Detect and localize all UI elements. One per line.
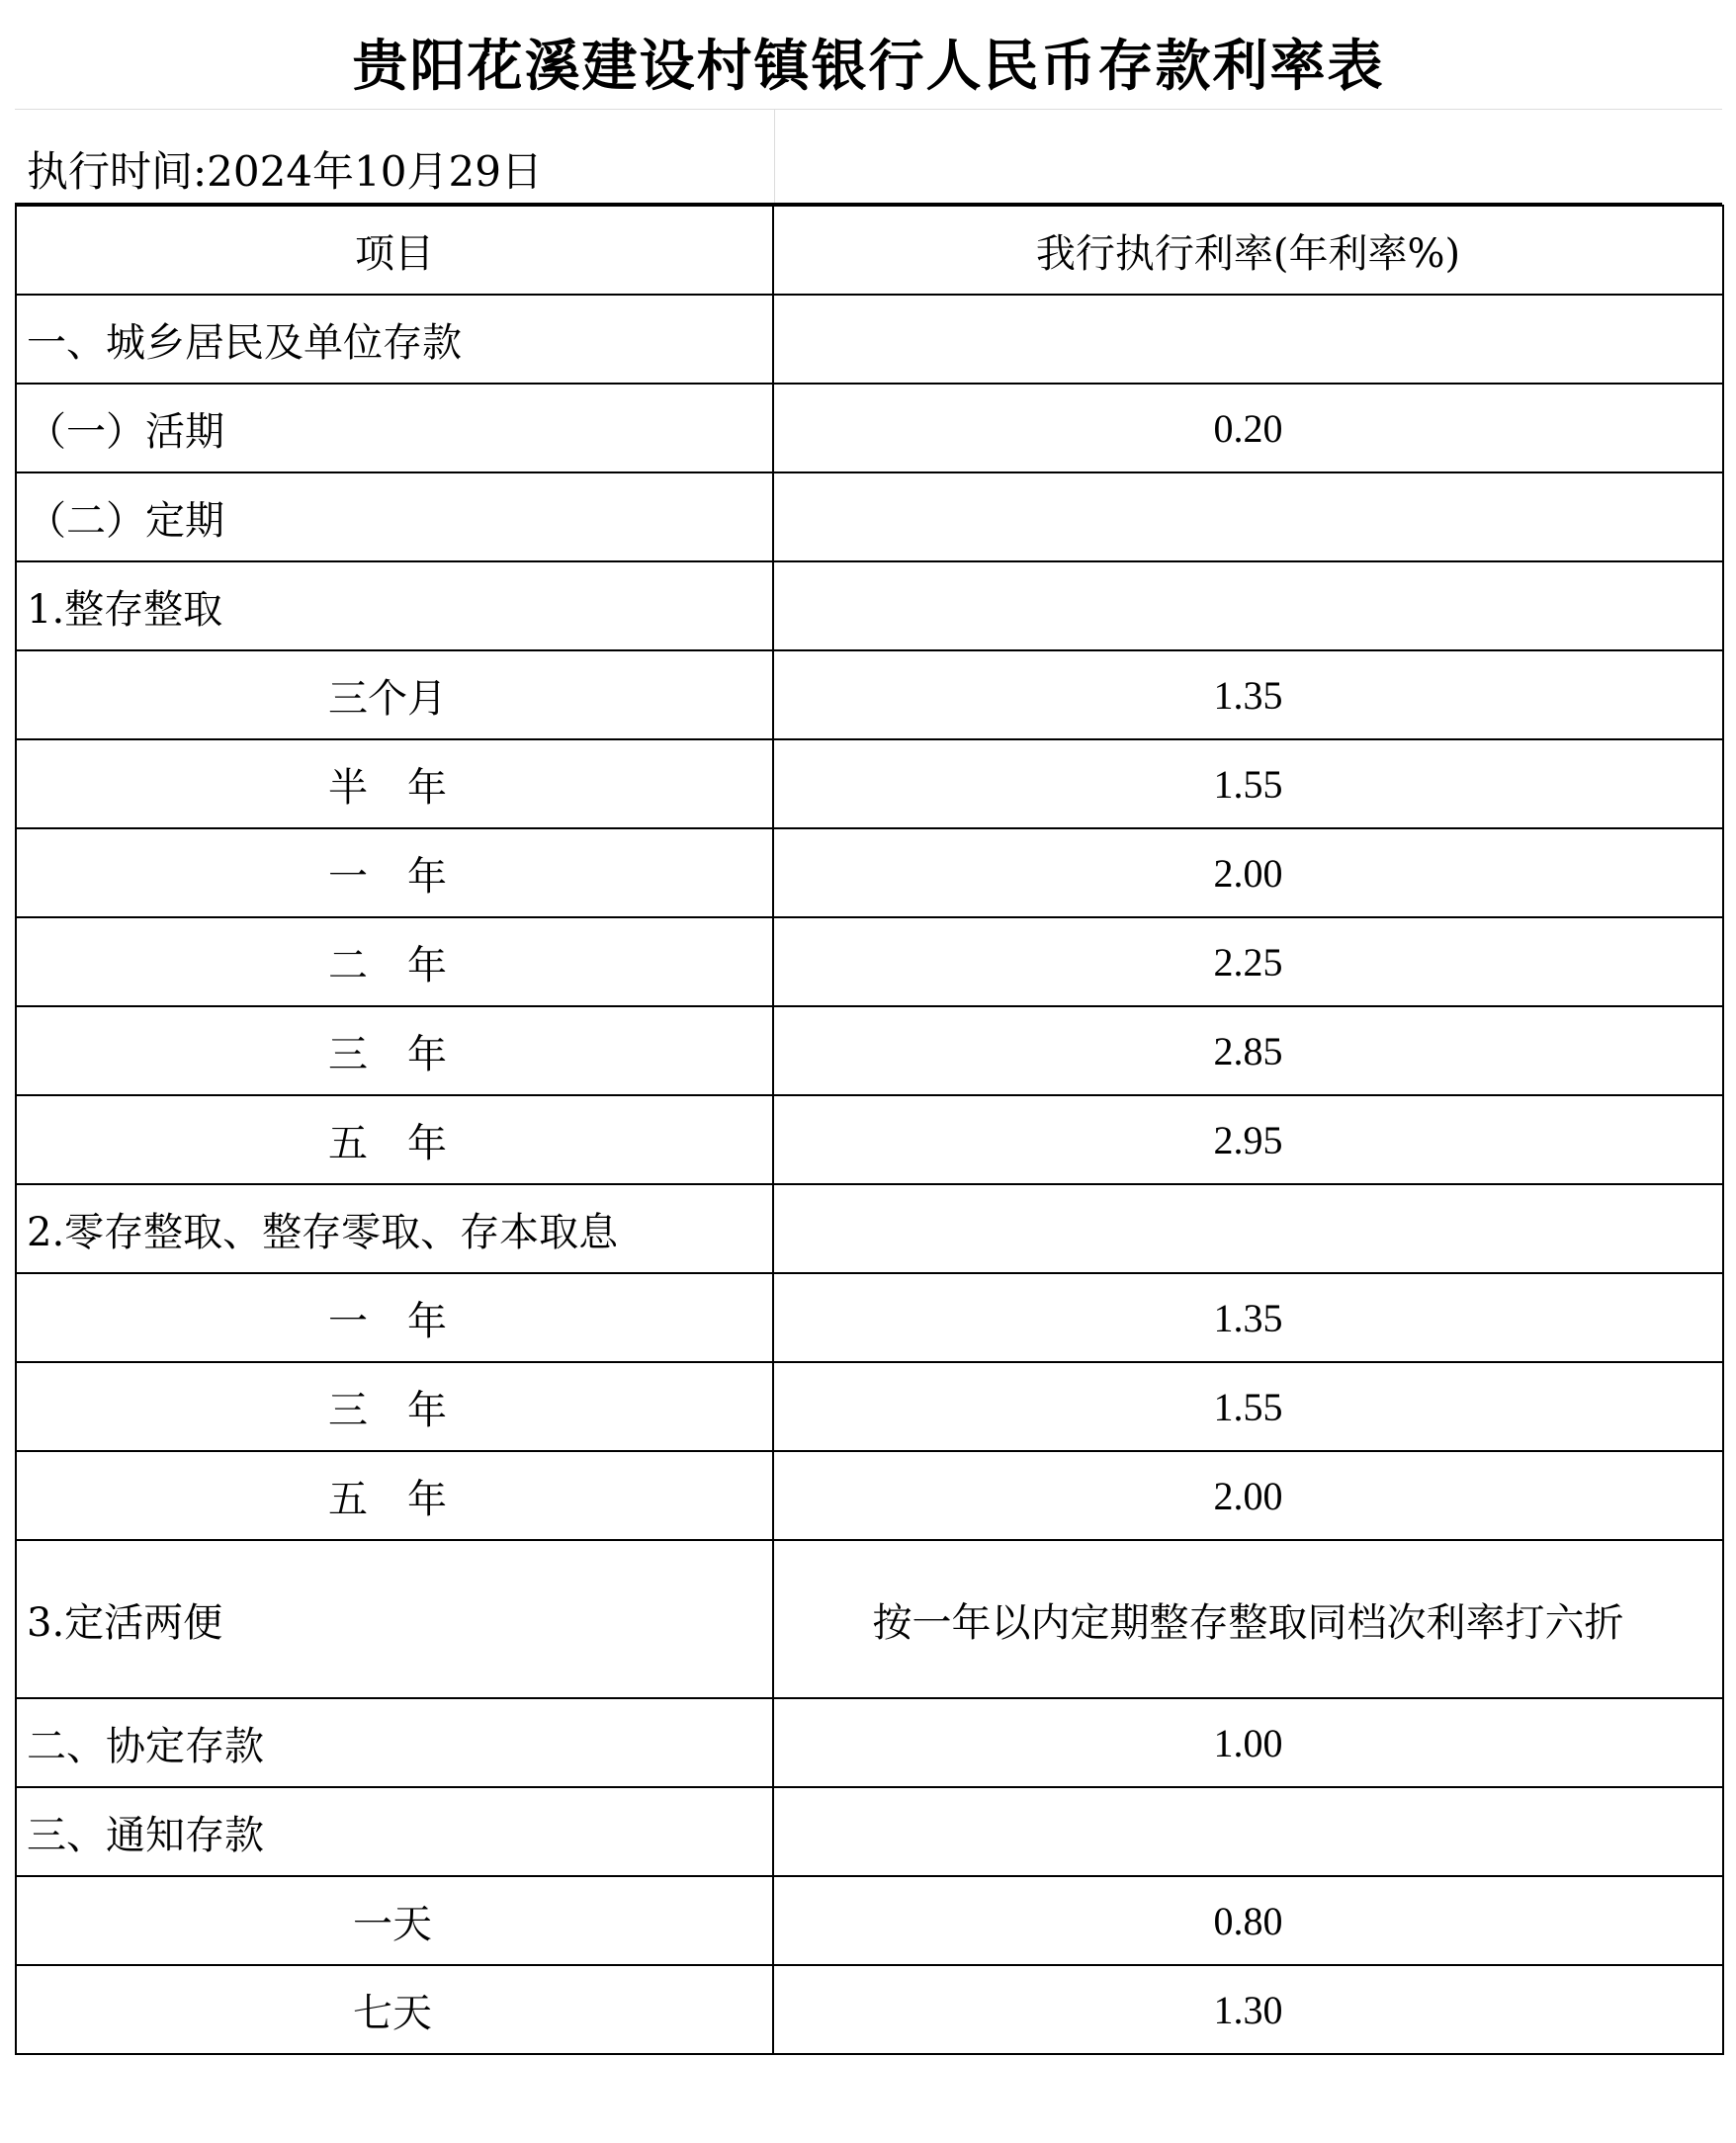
row-value: 0.80 <box>773 1876 1723 1965</box>
row-label: 三个月 <box>16 650 773 739</box>
row-value <box>773 1184 1723 1273</box>
row-value: 按一年以内定期整存整取同档次利率打六折 <box>773 1540 1723 1698</box>
row-label: 3.定活两便 <box>16 1540 773 1698</box>
row-label: 一 年 <box>16 1273 773 1362</box>
page-title: 贵阳花溪建设村镇银行人民币存款利率表 <box>352 34 1385 99</box>
rate-sheet <box>15 15 1722 2055</box>
row-value: 1.00 <box>773 1698 1723 1787</box>
row-value: 1.55 <box>773 1362 1723 1451</box>
table-row <box>16 472 1723 561</box>
row-label: （二）定期 <box>16 472 773 561</box>
table-row <box>16 295 1723 384</box>
row-value: 1.30 <box>773 1965 1723 2054</box>
row-value: 1.35 <box>773 1273 1723 1362</box>
row-label: 三 年 <box>16 1362 773 1451</box>
header-rate: 我行执行利率(年利率%) <box>773 206 1723 295</box>
row-value: 2.95 <box>773 1095 1723 1184</box>
row-value <box>773 1787 1723 1876</box>
table-header-row <box>16 206 1723 295</box>
table-row <box>16 1273 1723 1362</box>
table-row <box>16 1698 1723 1787</box>
rate-table <box>15 205 1724 2055</box>
effective-date: 执行时间:2024年10月29日 <box>27 147 543 196</box>
row-value: 2.00 <box>773 1451 1723 1540</box>
row-label: 三 年 <box>16 1006 773 1095</box>
table-row <box>16 1095 1723 1184</box>
row-value: 1.35 <box>773 650 1723 739</box>
row-label: 七天 <box>16 1965 773 2054</box>
row-value <box>773 472 1723 561</box>
row-label: 一天 <box>16 1876 773 1965</box>
row-label: 三、通知存款 <box>16 1787 773 1876</box>
row-value: 1.55 <box>773 739 1723 828</box>
empty-cell <box>774 110 1722 203</box>
row-value <box>773 561 1723 650</box>
row-label: 二、协定存款 <box>16 1698 773 1787</box>
row-label: 二 年 <box>16 917 773 1006</box>
table-row <box>16 1451 1723 1540</box>
table-row <box>16 828 1723 917</box>
row-value: 2.00 <box>773 828 1723 917</box>
table-row <box>16 1184 1723 1273</box>
table-row <box>16 384 1723 472</box>
row-label: 半 年 <box>16 739 773 828</box>
row-value: 0.20 <box>773 384 1723 472</box>
row-label: 一 年 <box>16 828 773 917</box>
row-value <box>773 295 1723 384</box>
table-row <box>16 739 1723 828</box>
row-label: 1.整存整取 <box>16 561 773 650</box>
row-label: 五 年 <box>16 1451 773 1540</box>
table-row <box>16 1362 1723 1451</box>
table-row <box>16 1965 1723 2054</box>
row-label: 五 年 <box>16 1095 773 1184</box>
table-row <box>16 917 1723 1006</box>
row-label: 2.零存整取、整存零取、存本取息 <box>16 1184 773 1273</box>
row-label: （一）活期 <box>16 384 773 472</box>
table-row <box>16 1787 1723 1876</box>
table-row <box>16 1540 1723 1698</box>
table-row <box>16 650 1723 739</box>
effective-date-row <box>15 110 1722 205</box>
header-item: 项目 <box>16 206 773 295</box>
title-row <box>15 15 1722 110</box>
row-value: 2.85 <box>773 1006 1723 1095</box>
table-row <box>16 1006 1723 1095</box>
table-row <box>16 1876 1723 1965</box>
row-label: 一、城乡居民及单位存款 <box>16 295 773 384</box>
row-value: 2.25 <box>773 917 1723 1006</box>
table-row <box>16 561 1723 650</box>
